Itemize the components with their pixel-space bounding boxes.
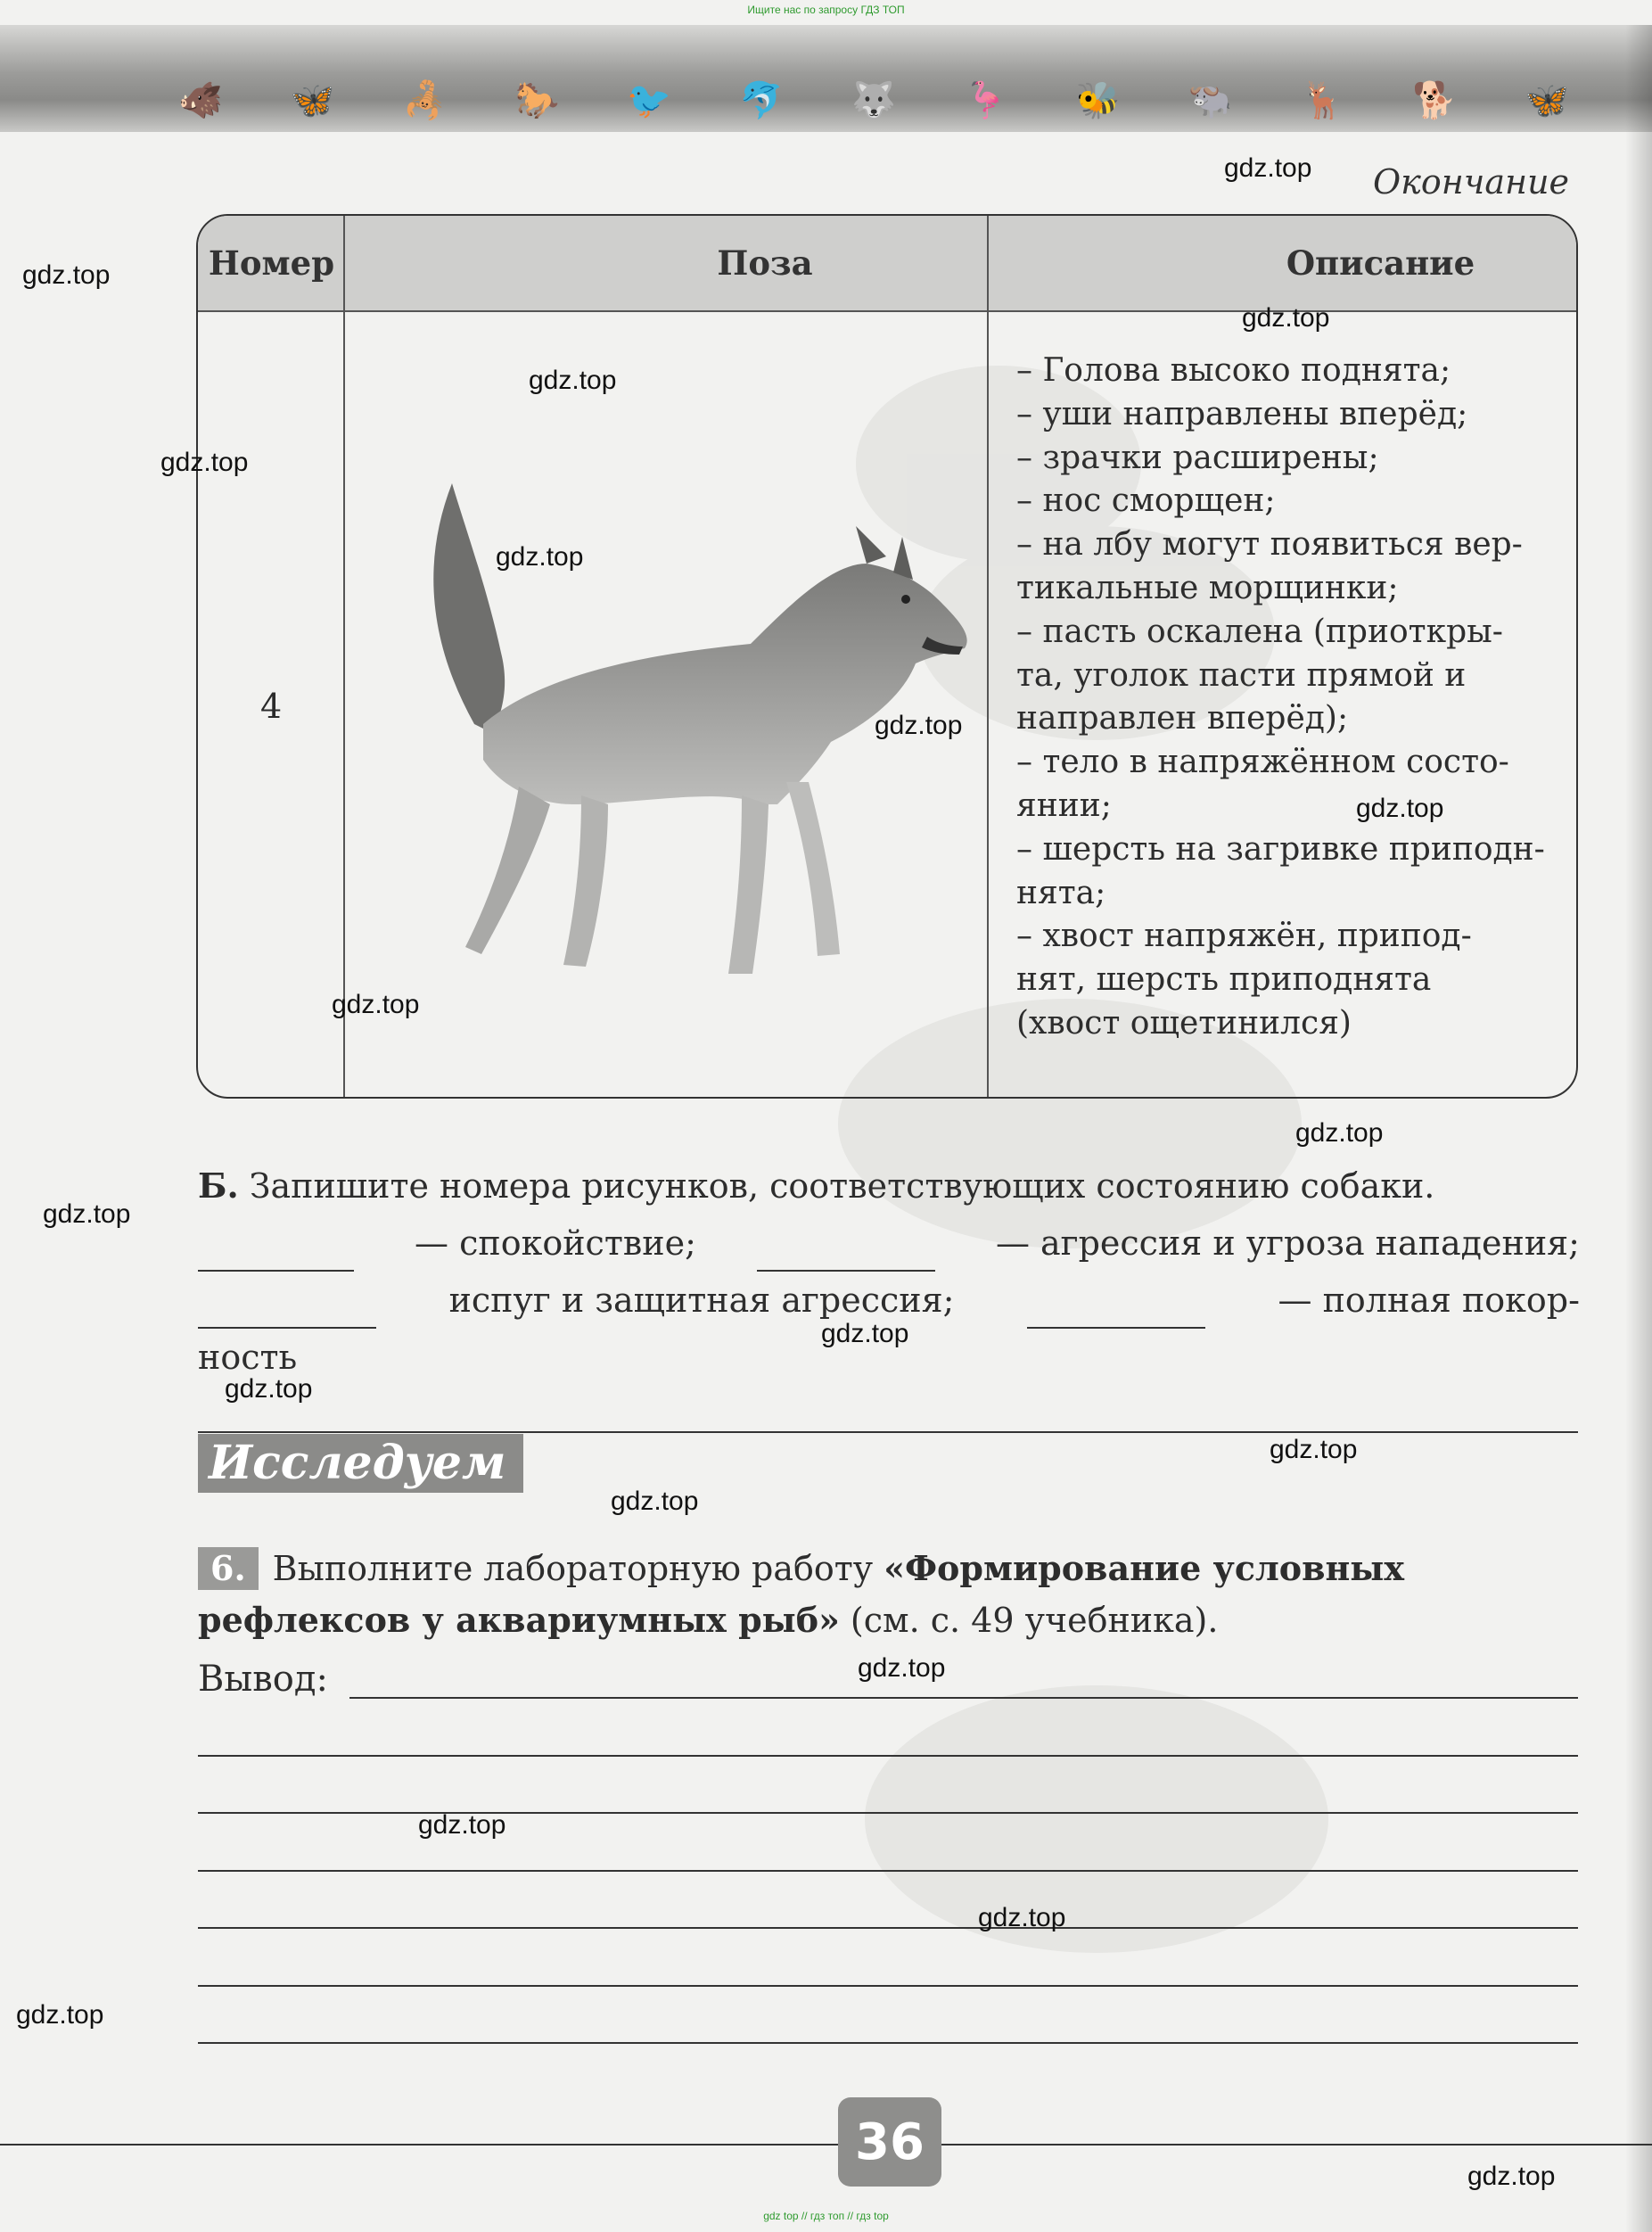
description-line: – хвост напряжён, припод-: [1016, 918, 1472, 955]
horse-icon: 🐎: [514, 79, 560, 121]
calm-label: — спокойствие;: [415, 1223, 696, 1263]
watermark: gdz.top: [43, 1199, 131, 1229]
submission-label: — полная покор-: [1278, 1281, 1580, 1320]
answer-line[interactable]: [198, 1985, 1578, 1987]
submission-label-cont: ность: [198, 1338, 298, 1377]
submission-answer-field[interactable]: [1027, 1288, 1205, 1329]
bee-icon: 🐝: [1075, 79, 1121, 121]
description-line: – пасть оскалена (приоткры-: [1016, 613, 1503, 650]
task-reference: (см. с. 49 учебника).: [839, 1601, 1219, 1640]
task-number: 6.: [198, 1547, 259, 1590]
answer-line[interactable]: [349, 1697, 1578, 1699]
watermark: gdz.top: [611, 1487, 699, 1516]
watermark: gdz.top: [821, 1319, 909, 1348]
answer-line[interactable]: [198, 1927, 1578, 1929]
answer-line[interactable]: [198, 1755, 1578, 1757]
section-title: Исследуем: [209, 1436, 506, 1490]
watermark: gdz.top: [160, 448, 249, 477]
description-line: направлен вперёд);: [1016, 700, 1349, 737]
butterfly-icon: 🦋: [1525, 79, 1569, 121]
watermark: gdz.top: [1270, 1435, 1358, 1464]
continuation-label: Окончание: [1373, 162, 1570, 202]
dolphin-icon: 🐬: [739, 79, 785, 121]
description-line: – нос сморщен;: [1016, 482, 1276, 520]
description-line: – тело в напряжённом состо-: [1016, 744, 1509, 781]
watermark: gdz.top: [978, 1903, 1066, 1932]
deer-icon: 🦌: [1300, 79, 1345, 121]
fear-label: испуг и защитная агрессия;: [448, 1281, 955, 1320]
watermark: gdz.top: [1467, 2162, 1556, 2191]
watermark: gdz.top: [1295, 1118, 1384, 1148]
page-shadow: [1625, 25, 1652, 2232]
page-number: 36: [855, 2113, 925, 2171]
description-line: (хвост ощетинился): [1016, 1004, 1352, 1042]
header-animals: [178, 73, 1569, 127]
header-pose: Поза: [717, 243, 813, 283]
boar-icon: 🐗: [178, 79, 223, 121]
description-line: янии;: [1016, 787, 1112, 824]
header-description: Описание: [1286, 243, 1475, 283]
answer-line[interactable]: [198, 1812, 1578, 1814]
aggression-label: — агрессия и угроза нападения;: [995, 1223, 1580, 1263]
calm-answer-field[interactable]: [198, 1231, 354, 1272]
description-line: та, уголок пасти прямой и: [1016, 656, 1467, 694]
scorpion-icon: 🦂: [402, 79, 448, 121]
description-line: – Голова высоко поднята;: [1016, 352, 1451, 389]
section-b-label: Б.: [198, 1165, 239, 1206]
conclusion-label: Вывод:: [198, 1659, 328, 1700]
watermark: gdz.top: [858, 1653, 946, 1683]
task-text: Выполните лабораторную работу: [272, 1549, 884, 1588]
watermark: gdz.top: [875, 711, 963, 740]
description-line: – зрачки расширены;: [1016, 439, 1379, 476]
watermark: gdz.top: [529, 366, 617, 395]
task-lab-title: «Формирование условных рефлексов у аквариумных рыб»: [198, 1548, 1405, 1640]
top-note: Ищите нас по запросу ГДЗ ТОП: [747, 4, 905, 16]
task-6: [198, 1543, 1580, 1646]
description-line: – уши направлены вперёд;: [1016, 395, 1468, 432]
header-number: Номер: [208, 243, 335, 283]
column-divider: [343, 216, 345, 1097]
fear-answer-field[interactable]: [198, 1288, 376, 1329]
footer-line: [0, 2144, 838, 2146]
answer-line[interactable]: [198, 2042, 1578, 2044]
watermark: gdz.top: [1356, 794, 1444, 823]
bird-icon: 🐦: [627, 79, 672, 121]
answer-line[interactable]: [198, 1870, 1578, 1872]
dog-icon: 🐕: [1412, 79, 1458, 121]
watermark: gdz.top: [22, 260, 111, 290]
watermark: gdz.top: [225, 1374, 313, 1404]
section-b: [198, 1157, 1580, 1386]
watermark: gdz.top: [332, 990, 420, 1019]
row-number: 4: [260, 687, 283, 726]
aggression-answer-field[interactable]: [757, 1231, 935, 1272]
watermark: gdz.top: [1224, 153, 1312, 183]
description-line: тикальные морщинки;: [1016, 569, 1399, 606]
watermark: gdz.top: [16, 2000, 104, 2030]
description-line: – шерсть на загривке приподн-: [1016, 830, 1545, 868]
bottom-note: gdz top // гдз топ // гдз top: [763, 2210, 889, 2222]
bull-icon: 🐃: [1188, 79, 1233, 121]
pose-description: [1016, 350, 1569, 1046]
section-b-instruction: Запишите номера рисунков, соответствующих состоянию собаки.: [249, 1166, 1435, 1206]
butterfly-icon: 🦋: [290, 79, 335, 121]
column-divider: [987, 216, 989, 1097]
poses-table: [196, 214, 1578, 1099]
description-line: нята;: [1016, 874, 1106, 911]
description-line: – на лбу могут появиться вер-: [1016, 526, 1523, 564]
watermark: gdz.top: [418, 1810, 506, 1840]
footer-line: [941, 2144, 1652, 2146]
heron-icon: 🦩: [963, 79, 1008, 121]
wolf-icon: 🐺: [851, 79, 896, 121]
description-line: нят, шерсть приподнята: [1016, 961, 1432, 999]
watermark: gdz.top: [1242, 303, 1330, 333]
watermark: gdz.top: [496, 542, 584, 572]
section-divider: [198, 1431, 1578, 1433]
